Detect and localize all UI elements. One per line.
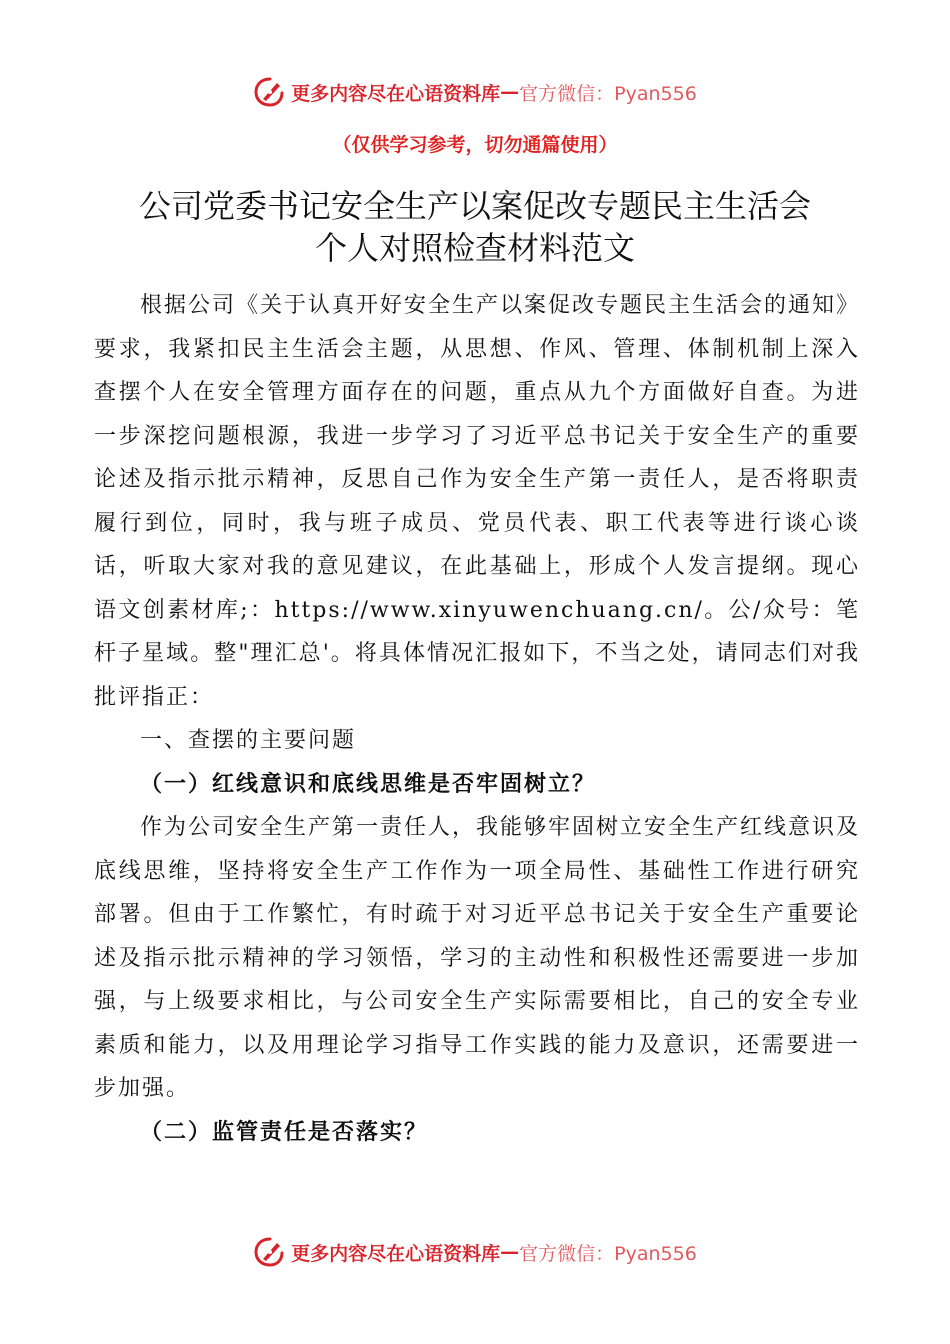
footer-wechat-text: 官方微信：Pyan556 bbox=[519, 1242, 697, 1265]
header-banner bbox=[0, 70, 950, 114]
pen-nib-swirl-icon bbox=[253, 75, 287, 109]
section-heading: 一、查摆的主要问题 bbox=[140, 728, 357, 753]
footer-banner bbox=[0, 1230, 950, 1274]
banner-wechat-text: 官方微信：Pyan556 bbox=[519, 82, 697, 105]
pen-nib-swirl-icon bbox=[253, 1235, 287, 1269]
banner-separator: — bbox=[500, 81, 520, 103]
subsection-paragraph-1: 作为公司安全生产第一责任人，我能够牢固树立安全生产红线意识及底线思维，坚持将安全生产工作作为一项全局性、基础性工作进行研究部署。但由于工作繁忙，有时疏于对习近平总书记关于安全生产重要论述及指示批示精神的学习领悟，学习的主动性和积极性还需要进一步加强，与上级要求相比，与公司安全生产实际需要相比，自己的安全专业素质和能力，以及用理论学习指导工作实践的能力及意识，还需要进一步加强。 bbox=[94, 815, 861, 1101]
document-body bbox=[94, 284, 860, 1154]
document-title-line1: 公司党委书记安全生产以案促改专题民主生活会 bbox=[138, 187, 811, 225]
intro-paragraph: 根据公司《关于认真开好安全生产以案促改专题民主生活会的通知》要求，我紧扣民主生活会主题，从思想、作风、管理、体制机制上深入查摆个人在安全管理方面存在的问题，重点从九个方面做好自查。为进一步深挖问题根源，我进一步学习了习近平总书记关于安全生产的重要论述及指示批示精神，反思自己作为安全生产第一责任人，是否将职责履行到位，同时，我与班子成员、党员代表、职工代表等进行谈心谈话，听取大家对我的意见建议，在此基础上，形成个人发言提纲。现心语文创素材库;：https://www.xinyuwenchuang.cn/。公/众号：笔杆子星域。整"理汇总'。将具体情况汇报如下，不当之处，请同志们对我批评指正： bbox=[94, 293, 861, 710]
usage-notice: （仅供学习参考，切勿通篇使用） bbox=[332, 134, 618, 156]
document-title-line2: 个人对照检查材料范文 bbox=[314, 229, 635, 267]
banner-main-text: 更多内容尽在心语资料库 bbox=[291, 82, 501, 105]
subsection-heading-1: （一）红线意识和底线思维是否牢固树立？ bbox=[140, 771, 597, 797]
footer-separator: — bbox=[500, 1241, 520, 1263]
subsection-heading-2: （二）监管责任是否落实？ bbox=[140, 1119, 429, 1145]
footer-main-text: 更多内容尽在心语资料库 bbox=[291, 1242, 501, 1265]
